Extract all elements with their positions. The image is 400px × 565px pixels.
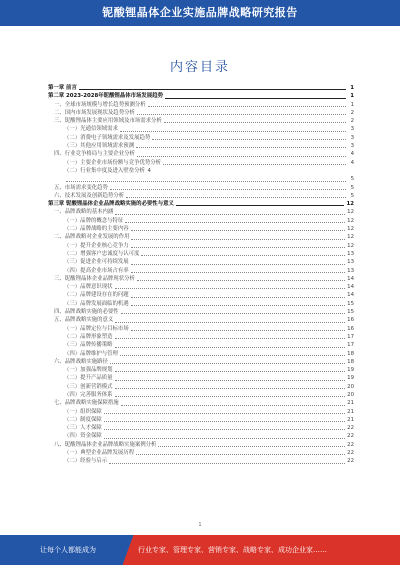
toc-leader-dots bbox=[115, 322, 345, 323]
toc-entry-label: （一）加强品牌规划 bbox=[64, 367, 113, 374]
toc-entry-label: （二）制度保障 bbox=[64, 416, 102, 423]
toc-entry-page: 12 bbox=[347, 226, 354, 233]
toc-entry-label: 六、品牌战略实施路径 bbox=[54, 358, 108, 365]
toc-leader-dots bbox=[109, 463, 345, 464]
toc-heading: 内容目录 bbox=[169, 60, 230, 75]
toc-entry-label: （二）经验与启示 bbox=[64, 458, 108, 465]
toc-entry-label: 二、国内市场发展现状及趋势分析 bbox=[54, 109, 135, 116]
toc-entry[interactable] bbox=[48, 125, 354, 133]
toc-entry-label: 七、品牌战略实施保障措施 bbox=[54, 400, 119, 407]
toc-entry-label: （二）品牌战略的主要内容 bbox=[64, 226, 129, 233]
toc-entry-label: 三、铌酸锂晶体企业品牌现状分析 bbox=[54, 275, 135, 282]
toc-entry-label: （一）组织保障 bbox=[64, 408, 102, 415]
toc-entry-page: 17 bbox=[347, 342, 354, 349]
toc-entry-label: 四、行业竞争格局与主要企业分析 bbox=[54, 151, 135, 158]
toc-entry-page: 14 bbox=[347, 275, 354, 282]
toc-entry[interactable] bbox=[48, 441, 354, 449]
toc-entry-label: （四）资金保障 bbox=[64, 433, 102, 440]
toc-entry[interactable] bbox=[48, 225, 354, 233]
toc-entry-label: 第三章 铌酸锂晶体企业品牌战略实施的必要性与意义 bbox=[48, 201, 174, 208]
toc-leader-dots bbox=[104, 438, 345, 439]
toc-entry[interactable] bbox=[48, 134, 354, 142]
toc-entry[interactable] bbox=[48, 408, 354, 416]
toc-entry-page: 16 bbox=[347, 317, 354, 324]
toc-entry[interactable] bbox=[48, 449, 354, 457]
toc-entry-label: （四）提高企业市场占有率 bbox=[64, 267, 129, 274]
toc-entry-page: 4 bbox=[147, 167, 151, 174]
toc-entry-page: 1 bbox=[350, 93, 354, 100]
toc-leader-dots bbox=[66, 181, 346, 182]
toc-entry[interactable] bbox=[48, 391, 354, 399]
toc-leader-dots bbox=[121, 313, 345, 314]
toc-entry[interactable] bbox=[48, 258, 354, 266]
toc-entry-page: 15 bbox=[347, 300, 354, 307]
toc-entry-label: 六、技术发展及创新趋势分析 bbox=[54, 192, 125, 199]
toc-leader-dots bbox=[141, 255, 345, 256]
toc-entry-page: 21 bbox=[347, 400, 354, 407]
toc-entry-page: 19 bbox=[347, 367, 354, 374]
toc-entry-label: （三）人才保障 bbox=[64, 425, 102, 432]
toc-leader-dots bbox=[115, 396, 346, 397]
toc-entry-page: 19 bbox=[347, 375, 354, 382]
toc-leader-dots bbox=[131, 247, 345, 248]
toc-entry-page: 22 bbox=[347, 441, 354, 448]
toc-leader-dots bbox=[104, 429, 345, 430]
toc-entry[interactable] bbox=[48, 308, 354, 316]
toc-entry-page: 4 bbox=[350, 159, 354, 166]
toc-entry-label: 五、市场需求变化趋势 bbox=[54, 184, 108, 191]
toc-entry-label: （一）主要企业市场份额与竞争优势分析 bbox=[64, 159, 162, 166]
toc-entry[interactable] bbox=[48, 250, 354, 258]
toc-leader-dots bbox=[110, 363, 345, 364]
toc-entry-page: 12 bbox=[347, 234, 354, 241]
toc-entry[interactable] bbox=[48, 325, 354, 333]
toc-leader-dots bbox=[121, 405, 345, 406]
toc-entry[interactable] bbox=[48, 383, 354, 391]
toc-entry[interactable] bbox=[48, 84, 354, 92]
toc-entry[interactable] bbox=[48, 267, 354, 275]
toc-leader-dots bbox=[176, 205, 345, 206]
toc-leader-dots bbox=[131, 230, 345, 231]
toc-entry-page: 12 bbox=[347, 209, 354, 216]
toc-entry-label: （四）完善服务体系 bbox=[64, 391, 113, 398]
toc-entry-label: 第一章 前言 bbox=[48, 85, 77, 91]
toc-entry[interactable] bbox=[48, 217, 354, 225]
toc-entry[interactable] bbox=[48, 374, 354, 382]
footer-wedge bbox=[118, 535, 138, 565]
toc-entry[interactable] bbox=[48, 316, 354, 324]
footer-slogan-left: 让每个人都能成为 bbox=[40, 546, 96, 554]
toc-entry-label: （二）行业集中度及进入壁垒分析 bbox=[64, 167, 145, 174]
toc-entry[interactable] bbox=[48, 242, 354, 250]
toc-entry-page: 17 bbox=[347, 333, 354, 340]
toc-entry-page: 1 bbox=[350, 85, 354, 91]
toc-entry-page: 12 bbox=[347, 242, 354, 249]
toc-leader-dots bbox=[131, 272, 345, 273]
toc-entry-label: （一）光通信领域需求 bbox=[64, 126, 118, 133]
toc-entry-label: 二、品牌战略对企业发展的作用 bbox=[54, 234, 130, 241]
toc-entry-page: 3 bbox=[350, 126, 354, 133]
toc-entry-label: （三）其他应用领域需求预测 bbox=[64, 143, 135, 150]
toc-entry-label: （二）消费电子领域需求及发展趋势 bbox=[64, 134, 151, 141]
toc-leader-dots bbox=[131, 305, 345, 306]
toc-entry-label: （二）增强客户忠诚度与认可度 bbox=[64, 250, 140, 257]
toc-entry[interactable] bbox=[48, 341, 354, 349]
toc-entry-page: 22 bbox=[347, 450, 354, 457]
toc-entry[interactable] bbox=[48, 399, 354, 407]
toc-entry-page: 22 bbox=[347, 433, 354, 440]
toc-entry-label: （一）品牌的概念与特征 bbox=[64, 217, 124, 224]
toc-leader-dots bbox=[125, 222, 345, 223]
toc-entry[interactable] bbox=[48, 159, 354, 167]
toc-leader-dots bbox=[115, 288, 346, 289]
toc-entry[interactable] bbox=[48, 92, 354, 100]
toc-entry-page: 12 bbox=[346, 201, 354, 208]
toc-entry-page: 3 bbox=[350, 134, 354, 141]
report-title: 铌酸锂晶体企业实施品牌战略研究报告 bbox=[102, 6, 298, 19]
toc-leader-dots bbox=[79, 89, 346, 90]
footer-banner bbox=[0, 535, 400, 565]
toc-entry[interactable] bbox=[48, 333, 354, 341]
toc-entry-page: 5 bbox=[350, 192, 354, 199]
toc-entry-label: 第二章 2023-2028年铌酸锂晶体市场发展趋势 bbox=[48, 93, 163, 100]
toc-entry-label: 一、全球市场规模与增长趋势预测分析 bbox=[54, 101, 146, 108]
toc-leader-dots bbox=[115, 347, 346, 348]
toc-leader-dots bbox=[164, 122, 346, 123]
toc-leader-dots bbox=[104, 421, 345, 422]
toc-entry[interactable] bbox=[48, 200, 354, 208]
toc-entry-label: 四、品牌战略实施的必要性 bbox=[54, 309, 119, 316]
toc-leader-dots bbox=[148, 106, 346, 107]
toc-entry[interactable] bbox=[48, 457, 354, 465]
toc-entry-page: 3 bbox=[350, 143, 354, 150]
toc-entry[interactable] bbox=[48, 192, 354, 200]
toc-leader-dots bbox=[110, 189, 346, 190]
toc-entry-page: 5 bbox=[350, 176, 354, 183]
toc-leader-dots bbox=[115, 214, 345, 215]
footer-slogan-right: 行业专家、管理专家、营销专家、战略专家、成功企业家…… bbox=[138, 546, 327, 554]
toc-entry-label: 一、品牌战略的基本内涵 bbox=[54, 209, 114, 216]
toc-leader-dots bbox=[137, 156, 346, 157]
toc-entry-label: 八、铌酸锂晶体企业品牌战略实施案例分析 bbox=[54, 441, 157, 448]
toc-entry[interactable] bbox=[48, 150, 354, 158]
toc-entry-page: 14 bbox=[347, 292, 354, 299]
toc-entry-page: 20 bbox=[347, 383, 354, 390]
toc-leader-dots bbox=[115, 371, 346, 372]
toc-entry[interactable] bbox=[48, 208, 354, 216]
toc-entry-page: 22 bbox=[347, 425, 354, 432]
toc-entry-page: 21 bbox=[347, 408, 354, 415]
toc-entry-page: 12 bbox=[347, 217, 354, 224]
toc-entry[interactable] bbox=[48, 432, 354, 440]
toc-entry[interactable] bbox=[48, 350, 354, 358]
toc-entry-page: 13 bbox=[347, 267, 354, 274]
toc-leader-dots bbox=[137, 280, 345, 281]
toc-entry[interactable] bbox=[48, 109, 354, 117]
toc-leader-dots bbox=[152, 139, 346, 140]
toc-entry[interactable] bbox=[48, 117, 354, 125]
toc-leader-dots bbox=[115, 380, 346, 381]
toc-entry[interactable] bbox=[48, 283, 354, 291]
toc-leader-dots bbox=[136, 454, 345, 455]
toc-entry[interactable] bbox=[48, 101, 354, 109]
toc-entry-page: 21 bbox=[347, 416, 354, 423]
toc-entry-page: 16 bbox=[347, 325, 354, 332]
toc-entry-page: 13 bbox=[347, 250, 354, 257]
toc-entry[interactable] bbox=[48, 366, 354, 374]
toc-leader-dots bbox=[115, 338, 346, 339]
table-of-contents bbox=[48, 84, 354, 466]
toc-entry-label: （三）品牌传播策略 bbox=[64, 342, 113, 349]
toc-leader-dots bbox=[115, 388, 346, 389]
toc-leader-dots bbox=[120, 131, 346, 132]
toc-entry-label: （一）典型企业品牌发展历程 bbox=[64, 450, 135, 457]
toc-entry-label: （二）品牌建设存在的问题 bbox=[64, 292, 129, 299]
toc-entry-page: 4 bbox=[350, 151, 354, 158]
toc-leader-dots bbox=[131, 264, 345, 265]
toc-leader-dots bbox=[137, 114, 346, 115]
toc-entry-page: 15 bbox=[347, 309, 354, 316]
toc-entry-label: （三）促进企业可持续发展 bbox=[64, 259, 129, 266]
toc-entry-label: 五、品牌战略实施的意义 bbox=[54, 317, 114, 324]
toc-leader-dots bbox=[158, 446, 345, 447]
toc-leader-dots bbox=[131, 239, 345, 240]
toc-entry-label: （三）创新营销模式 bbox=[64, 383, 113, 390]
toc-entry-label: （一）品牌意识现状 bbox=[64, 284, 113, 291]
toc-leader-dots bbox=[126, 197, 346, 198]
toc-entry-label: 三、铌酸锂晶体主要应用领域及市场需求分析 bbox=[54, 118, 162, 125]
toc-entry[interactable] bbox=[48, 424, 354, 432]
toc-entry-label: （四）品牌维护与管理 bbox=[64, 350, 118, 357]
toc-entry[interactable] bbox=[48, 358, 354, 366]
report-header-bar bbox=[0, 0, 400, 26]
toc-entry-label: （一）提升企业核心竞争力 bbox=[64, 242, 129, 249]
toc-entry-page: 18 bbox=[347, 350, 354, 357]
toc-entry-page: 13 bbox=[347, 259, 354, 266]
toc-entry-label: （三）品牌发展面临的机遇 bbox=[64, 300, 129, 307]
toc-entry-page: 1 bbox=[350, 101, 354, 108]
toc-entry-page: 14 bbox=[347, 284, 354, 291]
toc-entry-label: （二）提升产品质量 bbox=[64, 375, 113, 382]
toc-entry-label: （一）品牌定位与目标市场 bbox=[64, 325, 129, 332]
toc-entry[interactable] bbox=[48, 142, 354, 150]
toc-entry-page: 22 bbox=[347, 458, 354, 465]
toc-entry[interactable] bbox=[48, 275, 354, 283]
toc-entry[interactable] bbox=[48, 175, 354, 183]
toc-entry-page: 18 bbox=[347, 358, 354, 365]
page-number: 1 bbox=[198, 522, 202, 528]
toc-leader-dots bbox=[104, 413, 345, 414]
toc-entry-page: 2 bbox=[350, 118, 354, 125]
toc-leader-dots bbox=[131, 330, 345, 331]
toc-entry[interactable] bbox=[48, 167, 354, 175]
toc-entry[interactable] bbox=[48, 300, 354, 308]
toc-leader-dots bbox=[163, 164, 346, 165]
toc-entry[interactable] bbox=[48, 291, 354, 299]
toc-entry[interactable] bbox=[48, 233, 354, 241]
toc-entry-page: 20 bbox=[347, 391, 354, 398]
toc-leader-dots bbox=[120, 355, 345, 356]
toc-entry-label: （二）品牌形象塑造 bbox=[64, 333, 113, 340]
toc-entry[interactable] bbox=[48, 184, 354, 192]
toc-entry[interactable] bbox=[48, 416, 354, 424]
toc-leader-dots bbox=[136, 147, 346, 148]
toc-entry-page: 2 bbox=[350, 109, 354, 116]
toc-entry-page: 5 bbox=[350, 184, 354, 191]
toc-leader-dots bbox=[165, 98, 346, 99]
toc-leader-dots bbox=[131, 297, 345, 298]
